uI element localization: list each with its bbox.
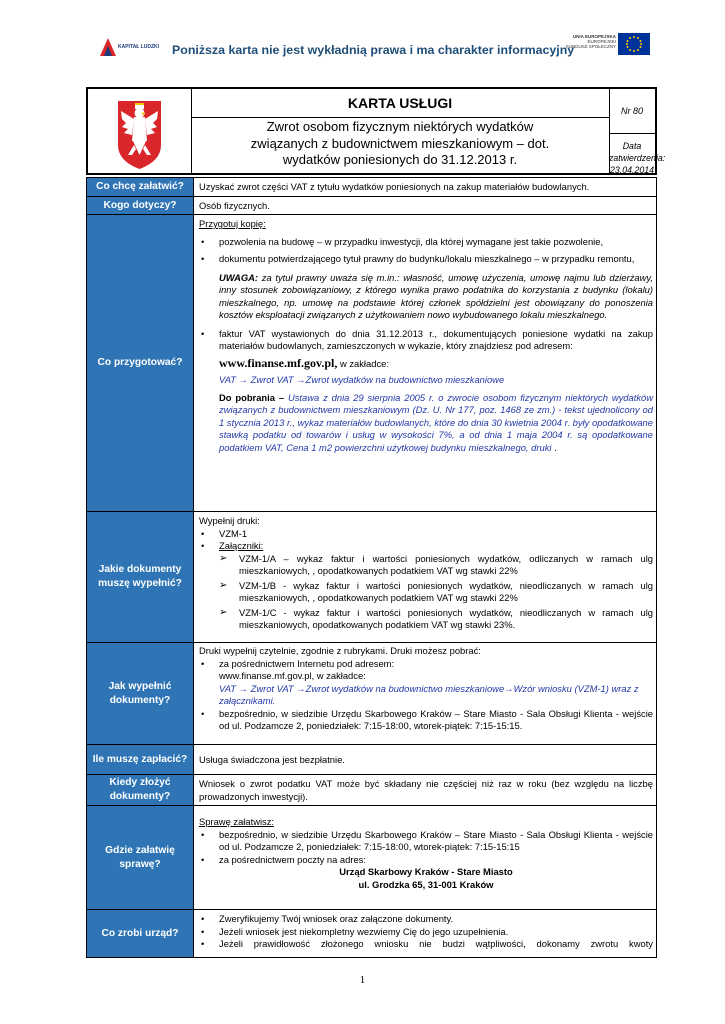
list-item: • bezpośrednio, w siedzibie Urzędu Skarbowego Kraków – Stare Miasto - Sala Obsługi Klienta - wejście od ul. Podzamcze 2, poniedziałek: 7:15-18:00, wtorek-piątek: 7:15-15:15.: [199, 708, 653, 733]
row-kogo: [87, 197, 656, 215]
list-item: • pozwolenia na budowę – w przypadku inwestycji, dla której wymagane jest takie pozwolenie,: [199, 236, 653, 249]
row-content: Osób fizycznych.: [199, 200, 270, 211]
card-header-table: [86, 87, 666, 175]
row-content: [199, 816, 653, 891]
row-content: Wniosek o zwrot podatku VAT może być składany nie częściej niż raz w roku (bez względu na liczbę prowadzonych inwestycji).: [199, 778, 653, 802]
row-label: Ile muszę zapłacić?: [87, 745, 194, 774]
row-gdzie: [87, 806, 656, 910]
row-przygotowac: [87, 215, 656, 512]
service-title: Zwrot osobom fizycznym niektórych wydatków związanych z budownictwem mieszkaniowym – dot. wydatków poniesionych do 31.12.2013 r.: [250, 119, 550, 167]
eu-flag-icon: [618, 33, 650, 55]
www-line: www.finanse.mf.gov.pl, w zakładce:: [219, 355, 389, 370]
row-content: [199, 645, 653, 733]
row-content: [199, 913, 653, 951]
polish-eagle-emblem: [88, 89, 191, 173]
row-label: Kiedy złożyć dokumenty?: [87, 775, 194, 805]
uwaga-note: UWAGA: za tytuł prawny uważa się m.in.: własność, umowę użyczenia, umowę najmu lub dzierżawy, inny stosunek zobowiązaniowy, z którego wynika prawo podatnika do korzystania z budynku (lokalu) mieszkalnego, np. umowę na podstawie której członek spółdzielni jest obowiązany do ponoszenia kosztów eksploatacji związanych z użytkowaniem nowo wybudowanego lokalu mieszkalnego.: [219, 271, 653, 320]
www-line: www.finanse.mf.gov.pl, w zakładce:: [219, 670, 366, 681]
finanse-link[interactable]: www.finanse.mf.gov.pl: [219, 670, 312, 681]
list-item: • Załączniki:: [199, 540, 653, 553]
row-jakie-dokumenty: [87, 512, 656, 643]
list-item: • Zweryfikujemy Twój wniosek oraz załączone dokumenty.: [199, 913, 653, 926]
do-pobrania-text: Do pobrania – Ustawa z dnia 29 sierpnia 2005 r. o zwrocie osobom fizycznym niektórych wydatków związanych z budownictwem mieszkaniowym (Dz. U. Nr 177, poz. 1468 ze zm.) - tekst ujednolicony od 1 stycznia 2013 r., wykaz materiałów budowlanych, które do dnia 30 kwietnia 2004 r. były opodatkowane stawką podatku od towarów i usług w wysokości 7%, a od dnia 1 maja 2004 r. są opodatkowane podatkiem VAT, Cena 1 m2 powierzchni użytkowej budynku mieszkalnego, druki .: [219, 391, 653, 453]
intro-text: Sprawę załatwisz:: [199, 816, 275, 827]
row-content: [199, 515, 653, 632]
eagle-cell: [88, 89, 192, 173]
row-ile-zaplacic: [87, 745, 656, 775]
row-label: Co zrobi urząd?: [87, 910, 194, 957]
attachment-item: ➢ VZM-1/C - wykaz faktur i wartości poniesionych wydatków, nieodliczanych w ramach ulg mieszkaniowych, opodatkowanych podatkiem VAT wg stawki 23%.: [199, 607, 653, 632]
list-item: • za pośrednictwem poczty na adres:: [199, 854, 653, 867]
row-co-zrobi-urzad: [87, 910, 656, 957]
row-co-chce: [87, 178, 656, 197]
row-jak-wypelnic: [87, 643, 656, 745]
address-line: Urząd Skarbowy Kraków - Stare Miasto: [339, 866, 513, 877]
menu-path: VAT → Zwrot VAT →Zwrot wydatków na budownictwo mieszkaniowe→Wzór wniosku (VZM-1) wraz z załącznikami.: [219, 682, 639, 706]
row-content: [199, 218, 653, 454]
row-label: Co chcę załatwić?: [87, 178, 194, 196]
row-kiedy: [87, 775, 656, 806]
row-label: Jak wypełnić dokumenty?: [87, 643, 194, 744]
menu-path: VAT → Zwrot VAT →Zwrot wydatków na budownictwo mieszkaniowe: [219, 374, 505, 385]
row-content: Uzyskać zwrot części VAT z tytułu wydatków poniesionych na zakup materiałów budowlanych.: [199, 181, 590, 192]
row-label: Kogo dotyczy?: [87, 197, 194, 214]
row-content: Usługa świadczona jest bezpłatnie.: [199, 754, 345, 765]
finanse-link[interactable]: www.finanse.mf.gov.pl,: [219, 355, 338, 370]
intro-text: Druki wypełnij czytelnie, zgodnie z rubrykami. Druki możesz pobrać:: [199, 645, 481, 656]
card-title: KARTA USŁUGI: [191, 89, 609, 118]
list-item: • dokumentu potwierdzającego tytuł prawny do budynku/lokalu mieszkalnego – w przypadku remontu,: [199, 253, 653, 266]
intro-text: Przygotuj kopię:: [199, 218, 266, 229]
header-disclaimer: Poniższa karta nie jest wykładnią prawa i ma charakter informacyjny: [172, 43, 575, 57]
list-item: • VZM-1: [199, 528, 653, 541]
page-header: [0, 0, 725, 80]
approval-date: Data zatwierdzenia: 23.04.2014: [609, 133, 655, 173]
card-number: Nr 80: [620, 106, 643, 116]
page-number: 1: [359, 974, 366, 986]
title-cell: [191, 89, 610, 173]
list-item: • faktur VAT wystawionych do dnia 31.12.2013 r., dokumentujących poniesione wydatki na zakup materiałów budowlanych, zamieszczonych w wykazie, który znajdziesz pod adresem:: [199, 328, 653, 353]
meta-cell: [609, 89, 666, 175]
list-item: • Jeżeli prawidłowość złożonego wniosku nie budzi wątpliwości, dokonamy zwrotu kwoty: [199, 938, 653, 951]
list-item: • Jeżeli wniosek jest niekompletny wezwiemy Cię do jego uzupełnienia.: [199, 926, 653, 939]
row-label: Jakie dokumenty muszę wypełnić?: [87, 512, 194, 642]
attachment-item: ➢ VZM-1/B - wykaz faktur i wartości poniesionych wydatków, nieodliczanych w ramach ulg mieszkaniowych, , opodatkowanych podatkiem VAT wg stawki 22%: [199, 580, 653, 605]
intro-text: Wypełnij druki:: [199, 515, 260, 526]
attachment-item: ➢ VZM-1/A – wykaz faktur i wartości poniesionych wydatków, odliczanych w ramach ulg mieszkaniowych, , opodatkowanych podatkiem VAT wg stawki 22%: [199, 553, 653, 578]
row-label: Gdzie załatwię sprawę?: [87, 806, 194, 909]
list-item: • bezpośrednio, w siedzibie Urzędu Skarbowego Kraków – Stare Miasto - Sala Obsługi Klienta - wejście od ul. Podzamcze 2, poniedziałek: 7:15-18:00, wtorek-piątek: 7:15-15:15: [199, 829, 653, 854]
kapital-ludzki-text: KAPITAŁ LUDZKI: [118, 44, 160, 50]
row-label: Co przygotować?: [87, 215, 194, 511]
list-item: • za pośrednictwem Internetu pod adresem:: [199, 658, 653, 671]
address-line: ul. Grodzka 65, 31-001 Kraków: [358, 878, 494, 890]
eu-text: UNIA EUROPEJSKA EUROPEJSKI FUNDUSZ SPOŁECZNY: [565, 34, 616, 49]
service-details-table: [86, 177, 657, 958]
